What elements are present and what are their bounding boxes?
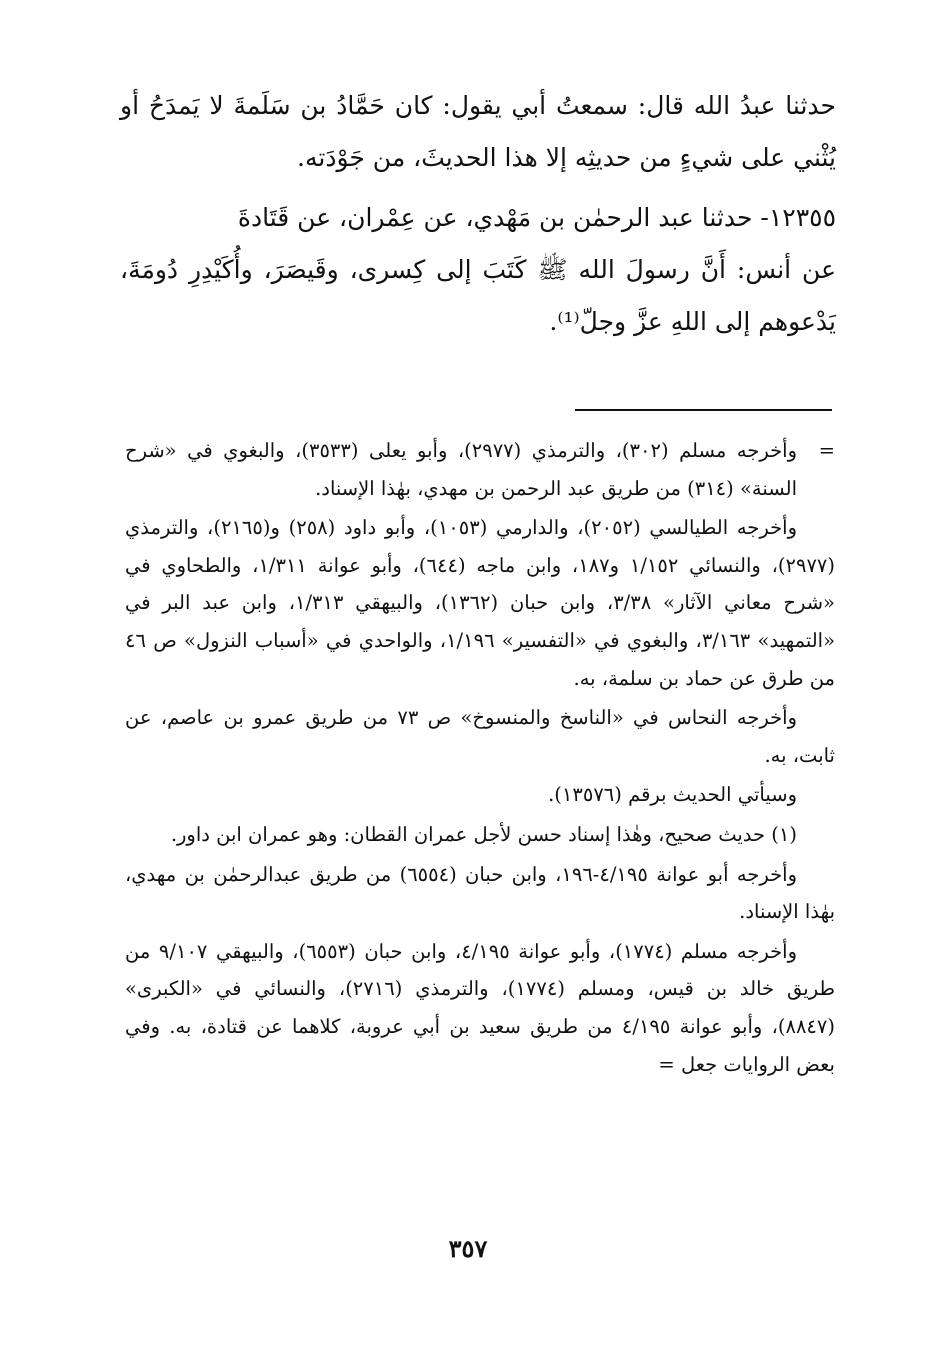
main-paragraph: حدثنا عبدُ الله قال: سمعتُ أبي يقول: كان حَمَّادُ بن سَلَمةَ لا يَمدَحُ أو يُثْني على شيءٍ من حديثِه إلا هذا الحديثَ، من جَوْدَته.	[120, 91, 836, 172]
footnote-1: (١) حديث صحيح، وهٰذا إسناد حسن لأجل عمران القطان: وهو عمران ابن داور.	[170, 822, 797, 846]
footnotes	[125, 432, 835, 1085]
main-text	[120, 80, 836, 348]
footnote-paragraph: وأخرجه أبو عوانة ٤/١٩٥-١٩٦، وابن حبان (٦٥٥٤) من طريق عبدالرحمٰن بن مهدي، بهٰذا الإسناد.	[125, 862, 835, 924]
footnote-paragraph: وأخرجه النحاس في «الناسخ والمنسوخ» ص ٧٣ من طريق عمرو بن عاصم، عن ثابت، به.	[125, 706, 835, 767]
footnote-paragraph: وسيأتي الحديث برقم (١٣٥٧٦).	[548, 783, 797, 807]
footnote-continuation	[125, 432, 835, 507]
continuation-mark: =	[818, 439, 835, 462]
page-number: ٣٥٧	[448, 1234, 488, 1263]
footnote-paragraph: وأخرجه مسلم (١٧٧٤)، وأبو عوانة ٤/١٩٥، وابن حبان (٦٥٥٣)، والبيهقي ٩/١٠٧ من طريق خالد بن قيس، ومسلم (١٧٧٤)، والترمذي (٢٧١٦)، والنسائي في «الكبرى» (٨٨٤٧)، وأبو عوانة ٤/١٩٥ من طريق سعيد بن أبي عروبة، كلاهما عن قتادة، به. وفي بعض الروايات جعل =	[125, 939, 835, 1076]
hadith-chain: ١٢٣٥٥- حدثنا عبد الرحمٰن بن مَهْدي، عن عِمْران، عن قَتَادةَ	[237, 203, 836, 232]
footnote-paragraph: وأخرجه الطيالسي (٢٠٥٢)، والدارمي (١٠٥٣)، وأبو داود (٢٥٨) و(٢١٦٥)، والترمذي (٢٩٧٧)، والنسائي ١/١٥٢ و١٨٧، وابن ماجه (٦٤٤)، وأبو عوانة ١/٣١١، والطحاوي في «شرح معاني الآثار» ٣/٣٨، وابن حبان (١٣٦٢)، والبيهقي ١/٣١٣، وابن عبد البر في «التمهيد» ٣/١٦٣، والبغوي في «التفسير» ١/١٩٦، والواحدي في «أسباب النزول» ص ٤٦ من طرق عن حماد بن سلمة، به.	[125, 516, 836, 690]
footnote-continuation-text: وأخرجه مسلم (٣٠٢)، والترمذي (٢٩٧٧)، وأبو يعلى (٣٥٣٣)، والبغوي في «شرح السنة» (٣١٤) من طريق عبد الرحمن بن مهدي، بهٰذا الإسناد.	[125, 439, 797, 500]
footnote-separator	[575, 409, 832, 411]
hadith-text: عن أنس: أَنَّ رسولَ الله ﷺ كَتَبَ إلى كِسرى، وقَيصَرَ، وأُكَيْدِرِ دُومَةَ، يَدْعوهم إلى اللهِ عزَّ وجلّ⁽¹⁾.	[120, 255, 836, 336]
